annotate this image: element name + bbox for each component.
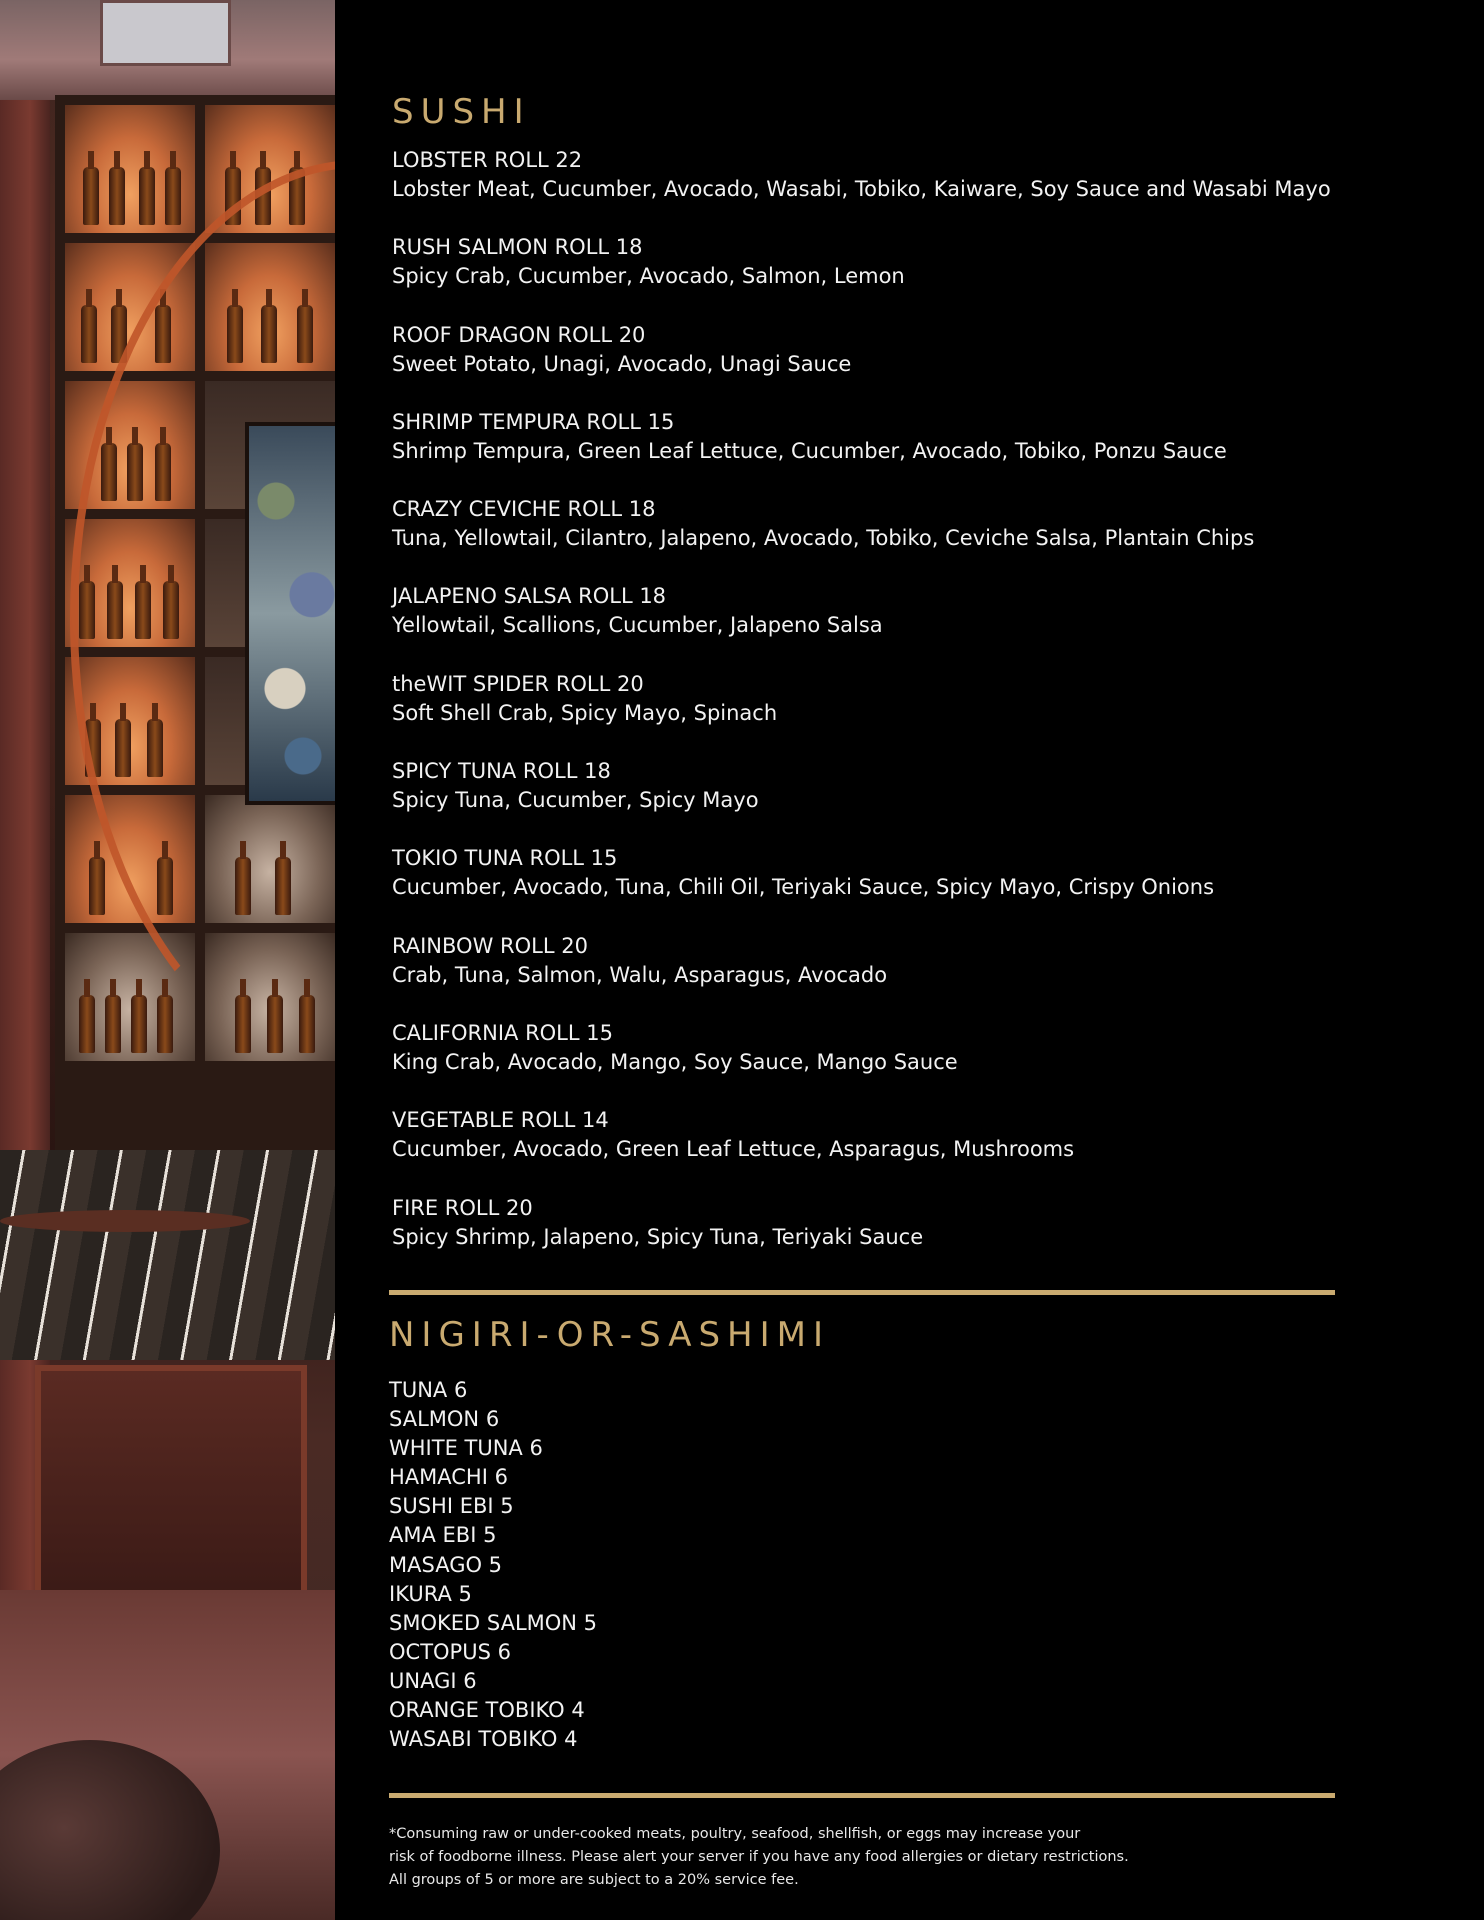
nigiri-item: OCTOPUS 6 xyxy=(389,1639,511,1664)
sushi-item-name: ROOF DRAGON ROLL 20 xyxy=(392,322,646,347)
sushi-item-name: LOBSTER ROLL 22 xyxy=(392,148,583,172)
nigiri-item: TUNA 6 xyxy=(389,1378,468,1402)
sushi-item-name: RUSH SALMON ROLL 18 xyxy=(392,235,643,260)
sushi-item-description: Spicy Crab, Cucumber, Avocado, Salmon, Lemon xyxy=(392,264,905,289)
sushi-item-name: JALAPENO SALSA ROLL 18 xyxy=(392,584,667,609)
nigiri-item: WHITE TUNA 6 xyxy=(389,1436,543,1461)
sushi-item-description: Shrimp Tempura, Green Leaf Lettuce, Cucumber, Avocado, Tobiko, Ponzu Sauce xyxy=(392,438,1227,463)
sushi-item-name: FIRE ROLL 20 xyxy=(392,1195,533,1220)
disclaimer-line: risk of foodborne illness. Please alert your server if you have any food allergies or dietary restrictions. xyxy=(389,1849,1129,1865)
sushi-item-name: SPICY TUNA ROLL 18 xyxy=(392,759,611,784)
sushi-item-description: Soft Shell Crab, Spicy Mayo, Spinach xyxy=(392,700,778,725)
nigiri-list xyxy=(389,1376,597,1754)
sushi-item-name: SHRIMP TEMPURA ROLL 15 xyxy=(392,409,675,434)
sushi-item xyxy=(392,1194,1392,1281)
sushi-item-name: VEGETABLE ROLL 14 xyxy=(392,1108,609,1133)
nigiri-item: IKURA 5 xyxy=(389,1581,472,1606)
sushi-item xyxy=(392,670,1392,757)
sushi-item xyxy=(392,321,1392,408)
nigiri-item: MASAGO 5 xyxy=(389,1552,503,1577)
sushi-item-description: Lobster Meat, Cucumber, Avocado, Wasabi, Tobiko, Kaiware, Soy Sauce and Wasabi Mayo xyxy=(392,177,1331,201)
sushi-item-description: Spicy Tuna, Cucumber, Spicy Mayo xyxy=(392,788,759,813)
nigiri-section-title: NIGIRI-OR-SASHIMI xyxy=(389,1315,830,1355)
sushi-item xyxy=(392,844,1392,931)
sushi-item-name: RAINBOW ROLL 20 xyxy=(392,933,588,958)
nigiri-item: WASABI TOBIKO 4 xyxy=(389,1727,578,1752)
sushi-item xyxy=(392,757,1392,844)
sushi-item-description: Spicy Shrimp, Jalapeno, Spicy Tuna, Teriyaki Sauce xyxy=(392,1224,924,1249)
nigiri-item: HAMACHI 6 xyxy=(389,1465,508,1490)
sushi-item-name: CRAZY CEVICHE ROLL 18 xyxy=(392,497,656,522)
disclaimer-line: *Consuming raw or under-cooked meats, poultry, seafood, shellfish, or eggs may increase your xyxy=(389,1826,1081,1842)
sushi-item xyxy=(392,1019,1392,1106)
sushi-item-name: CALIFORNIA ROLL 15 xyxy=(392,1020,613,1045)
sushi-item-description: Crab, Tuna, Salmon, Walu, Asparagus, Avocado xyxy=(392,962,888,987)
gold-divider xyxy=(389,1290,1335,1295)
sushi-section-title: SUSHI xyxy=(392,92,531,132)
sushi-item-name: theWIT SPIDER ROLL 20 xyxy=(392,671,644,696)
sushi-item-description: Cucumber, Avocado, Tuna, Chili Oil, Teriyaki Sauce, Spicy Mayo, Crispy Onions xyxy=(392,875,1215,900)
sushi-item-description: King Crab, Avocado, Mango, Soy Sauce, Mango Sauce xyxy=(392,1049,958,1074)
nigiri-item: UNAGI 6 xyxy=(389,1668,477,1693)
nigiri-item: AMA EBI 5 xyxy=(389,1523,497,1548)
gold-divider xyxy=(389,1793,1335,1798)
sushi-item xyxy=(392,495,1392,582)
sushi-item xyxy=(392,408,1392,495)
sushi-list xyxy=(392,146,1392,1281)
sushi-item-description: Tuna, Yellowtail, Cilantro, Jalapeno, Avocado, Tobiko, Ceviche Salsa, Plantain Chips xyxy=(392,526,1255,551)
nigiri-item: SUSHI EBI 5 xyxy=(389,1494,514,1519)
sushi-item xyxy=(392,932,1392,1019)
sushi-item-description: Cucumber, Avocado, Green Leaf Lettuce, Asparagus, Mushrooms xyxy=(392,1137,1075,1162)
disclaimer-line: All groups of 5 or more are subject to a 20% service fee. xyxy=(389,1872,799,1888)
nigiri-item: SALMON 6 xyxy=(389,1407,500,1432)
allergy-disclaimer xyxy=(389,1823,1349,1892)
nigiri-item: ORANGE TOBIKO 4 xyxy=(389,1698,585,1723)
nigiri-item: SMOKED SALMON 5 xyxy=(389,1610,598,1635)
sushi-item xyxy=(392,146,1392,233)
sushi-item xyxy=(392,233,1392,320)
sushi-item xyxy=(392,1106,1392,1193)
sushi-item xyxy=(392,582,1392,669)
sushi-item-description: Yellowtail, Scallions, Cucumber, Jalapeno Salsa xyxy=(392,613,883,638)
sushi-item-name: TOKIO TUNA ROLL 15 xyxy=(392,846,618,871)
sushi-item-description: Sweet Potato, Unagi, Avocado, Unagi Sauce xyxy=(392,351,852,376)
